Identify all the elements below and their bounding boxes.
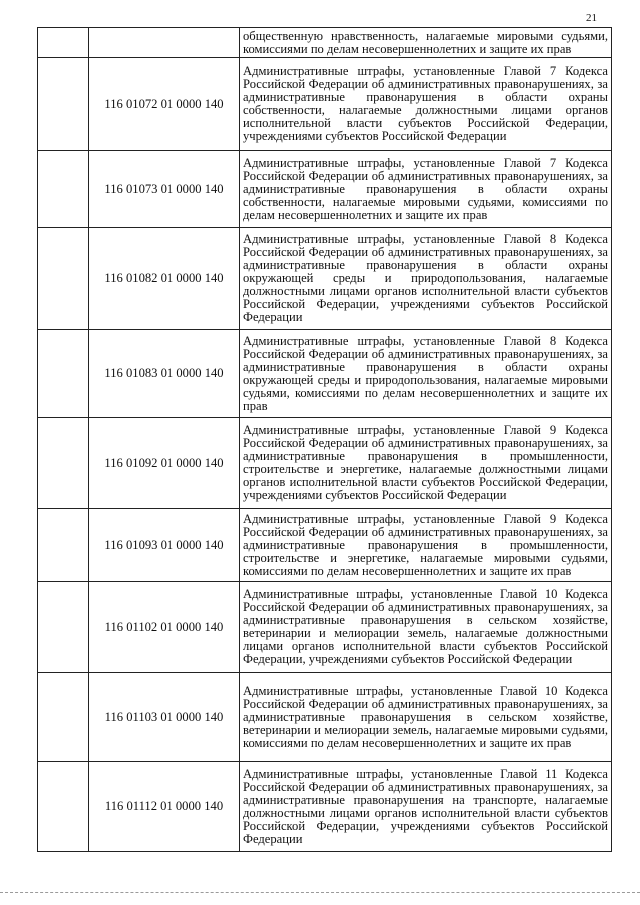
- admin-cell: [38, 151, 89, 228]
- table-row: [38, 762, 612, 852]
- kbk-code: 116 01093 01 0000 140: [89, 509, 240, 582]
- kbk-code: 116 01072 01 0000 140: [89, 58, 240, 151]
- admin-cell: [38, 28, 89, 58]
- admin-cell: [38, 330, 89, 418]
- table-row: [38, 582, 612, 673]
- kbk-description: Административные штрафы, установленные Главой 10 Кодекса Российской Федерации об административных правонарушениях, за административные правонарушения в сельском хозяйстве, ветеринарии и мелиорации земель, налагаемые должностными лицами органов исполнительной власти субъектов Российской Федерации, учреждениями субъектов Российской Федерации: [240, 582, 612, 673]
- kbk-code: 116 01082 01 0000 140: [89, 228, 240, 330]
- kbk-description: Административные штрафы, установленные Главой 8 Кодекса Российской Федерации об административных правонарушениях, за административные правонарушения в области охраны окружающей среды и природопользования, налагаемые мировыми судьями, комиссиями по делам несовершеннолетних и защите их прав: [240, 330, 612, 418]
- table-row: [38, 228, 612, 330]
- admin-cell: [38, 228, 89, 330]
- kbk-code: 116 01112 01 0000 140: [89, 762, 240, 852]
- admin-cell: [38, 762, 89, 852]
- admin-cell: [38, 58, 89, 151]
- kbk-description: Административные штрафы, установленные Главой 7 Кодекса Российской Федерации об административных правонарушениях, за административные правонарушения в области охраны собственности, налагаемые должностными лицами органов исполнительной власти субъектов Российской Федерации, учреждениями субъектов Российской Федерации: [240, 58, 612, 151]
- kbk-code: 116 01083 01 0000 140: [89, 330, 240, 418]
- table-row: [38, 418, 612, 509]
- table-row: [38, 151, 612, 228]
- kbk-description: общественную нравственность, налагаемые мировыми судьями, комиссиями по делам несовершеннолетних и защите их прав: [240, 28, 612, 58]
- admin-cell: [38, 582, 89, 673]
- kbk-description: Административные штрафы, установленные Главой 8 Кодекса Российской Федерации об административных правонарушениях, за административные правонарушения в области охраны окружающей среды и природопользования, налагаемые должностными лицами органов исполнительной власти субъектов Российской Федерации, учреждениями субъектов Российской Федерации: [240, 228, 612, 330]
- table-row: [38, 673, 612, 762]
- kbk-code: 116 01103 01 0000 140: [89, 673, 240, 762]
- kbk-description: Административные штрафы, установленные Главой 10 Кодекса Российской Федерации об административных правонарушениях, за административные правонарушения в сельском хозяйстве, ветеринарии и мелиорации земель, налагаемые мировыми судьями, комиссиями по делам несовершеннолетних и защите их прав: [240, 673, 612, 762]
- budget-codes-table: [37, 27, 612, 852]
- kbk-description: Административные штрафы, установленные Главой 9 Кодекса Российской Федерации об административных правонарушениях, за административные правонарушения в промышленности, строительстве и энергетике, налагаемые должностными лицами органов исполнительной власти субъектов Российской Федерации, учреждениями субъектов Российской Федерации: [240, 418, 612, 509]
- kbk-description: Административные штрафы, установленные Главой 9 Кодекса Российской Федерации об административных правонарушениях, за административные правонарушения в промышленности, строительстве и энергетике, налагаемые мировыми судьями, комиссиями по делам несовершеннолетних и защите их прав: [240, 509, 612, 582]
- kbk-code: [89, 28, 240, 58]
- table-row: [38, 58, 612, 151]
- admin-cell: [38, 509, 89, 582]
- kbk-description: Административные штрафы, установленные Главой 7 Кодекса Российской Федерации об административных правонарушениях, за административные правонарушения в области охраны собственности, налагаемые мировыми судьями, комиссиями по делам несовершеннолетних и защите их прав: [240, 151, 612, 228]
- kbk-code: 116 01102 01 0000 140: [89, 582, 240, 673]
- table-row: [38, 330, 612, 418]
- kbk-code: 116 01092 01 0000 140: [89, 418, 240, 509]
- admin-cell: [38, 673, 89, 762]
- page-number: 21: [586, 12, 597, 24]
- kbk-code: 116 01073 01 0000 140: [89, 151, 240, 228]
- table-row: [38, 28, 612, 58]
- scan-edge-divider: [0, 892, 640, 893]
- admin-cell: [38, 418, 89, 509]
- table-row: [38, 509, 612, 582]
- kbk-description: Административные штрафы, установленные Главой 11 Кодекса Российской Федерации об административных правонарушениях, за административные правонарушения на транспорте, налагаемые должностными лицами органов исполнительной власти субъектов Российской Федерации, учреждениями субъектов Российской Федерации: [240, 762, 612, 852]
